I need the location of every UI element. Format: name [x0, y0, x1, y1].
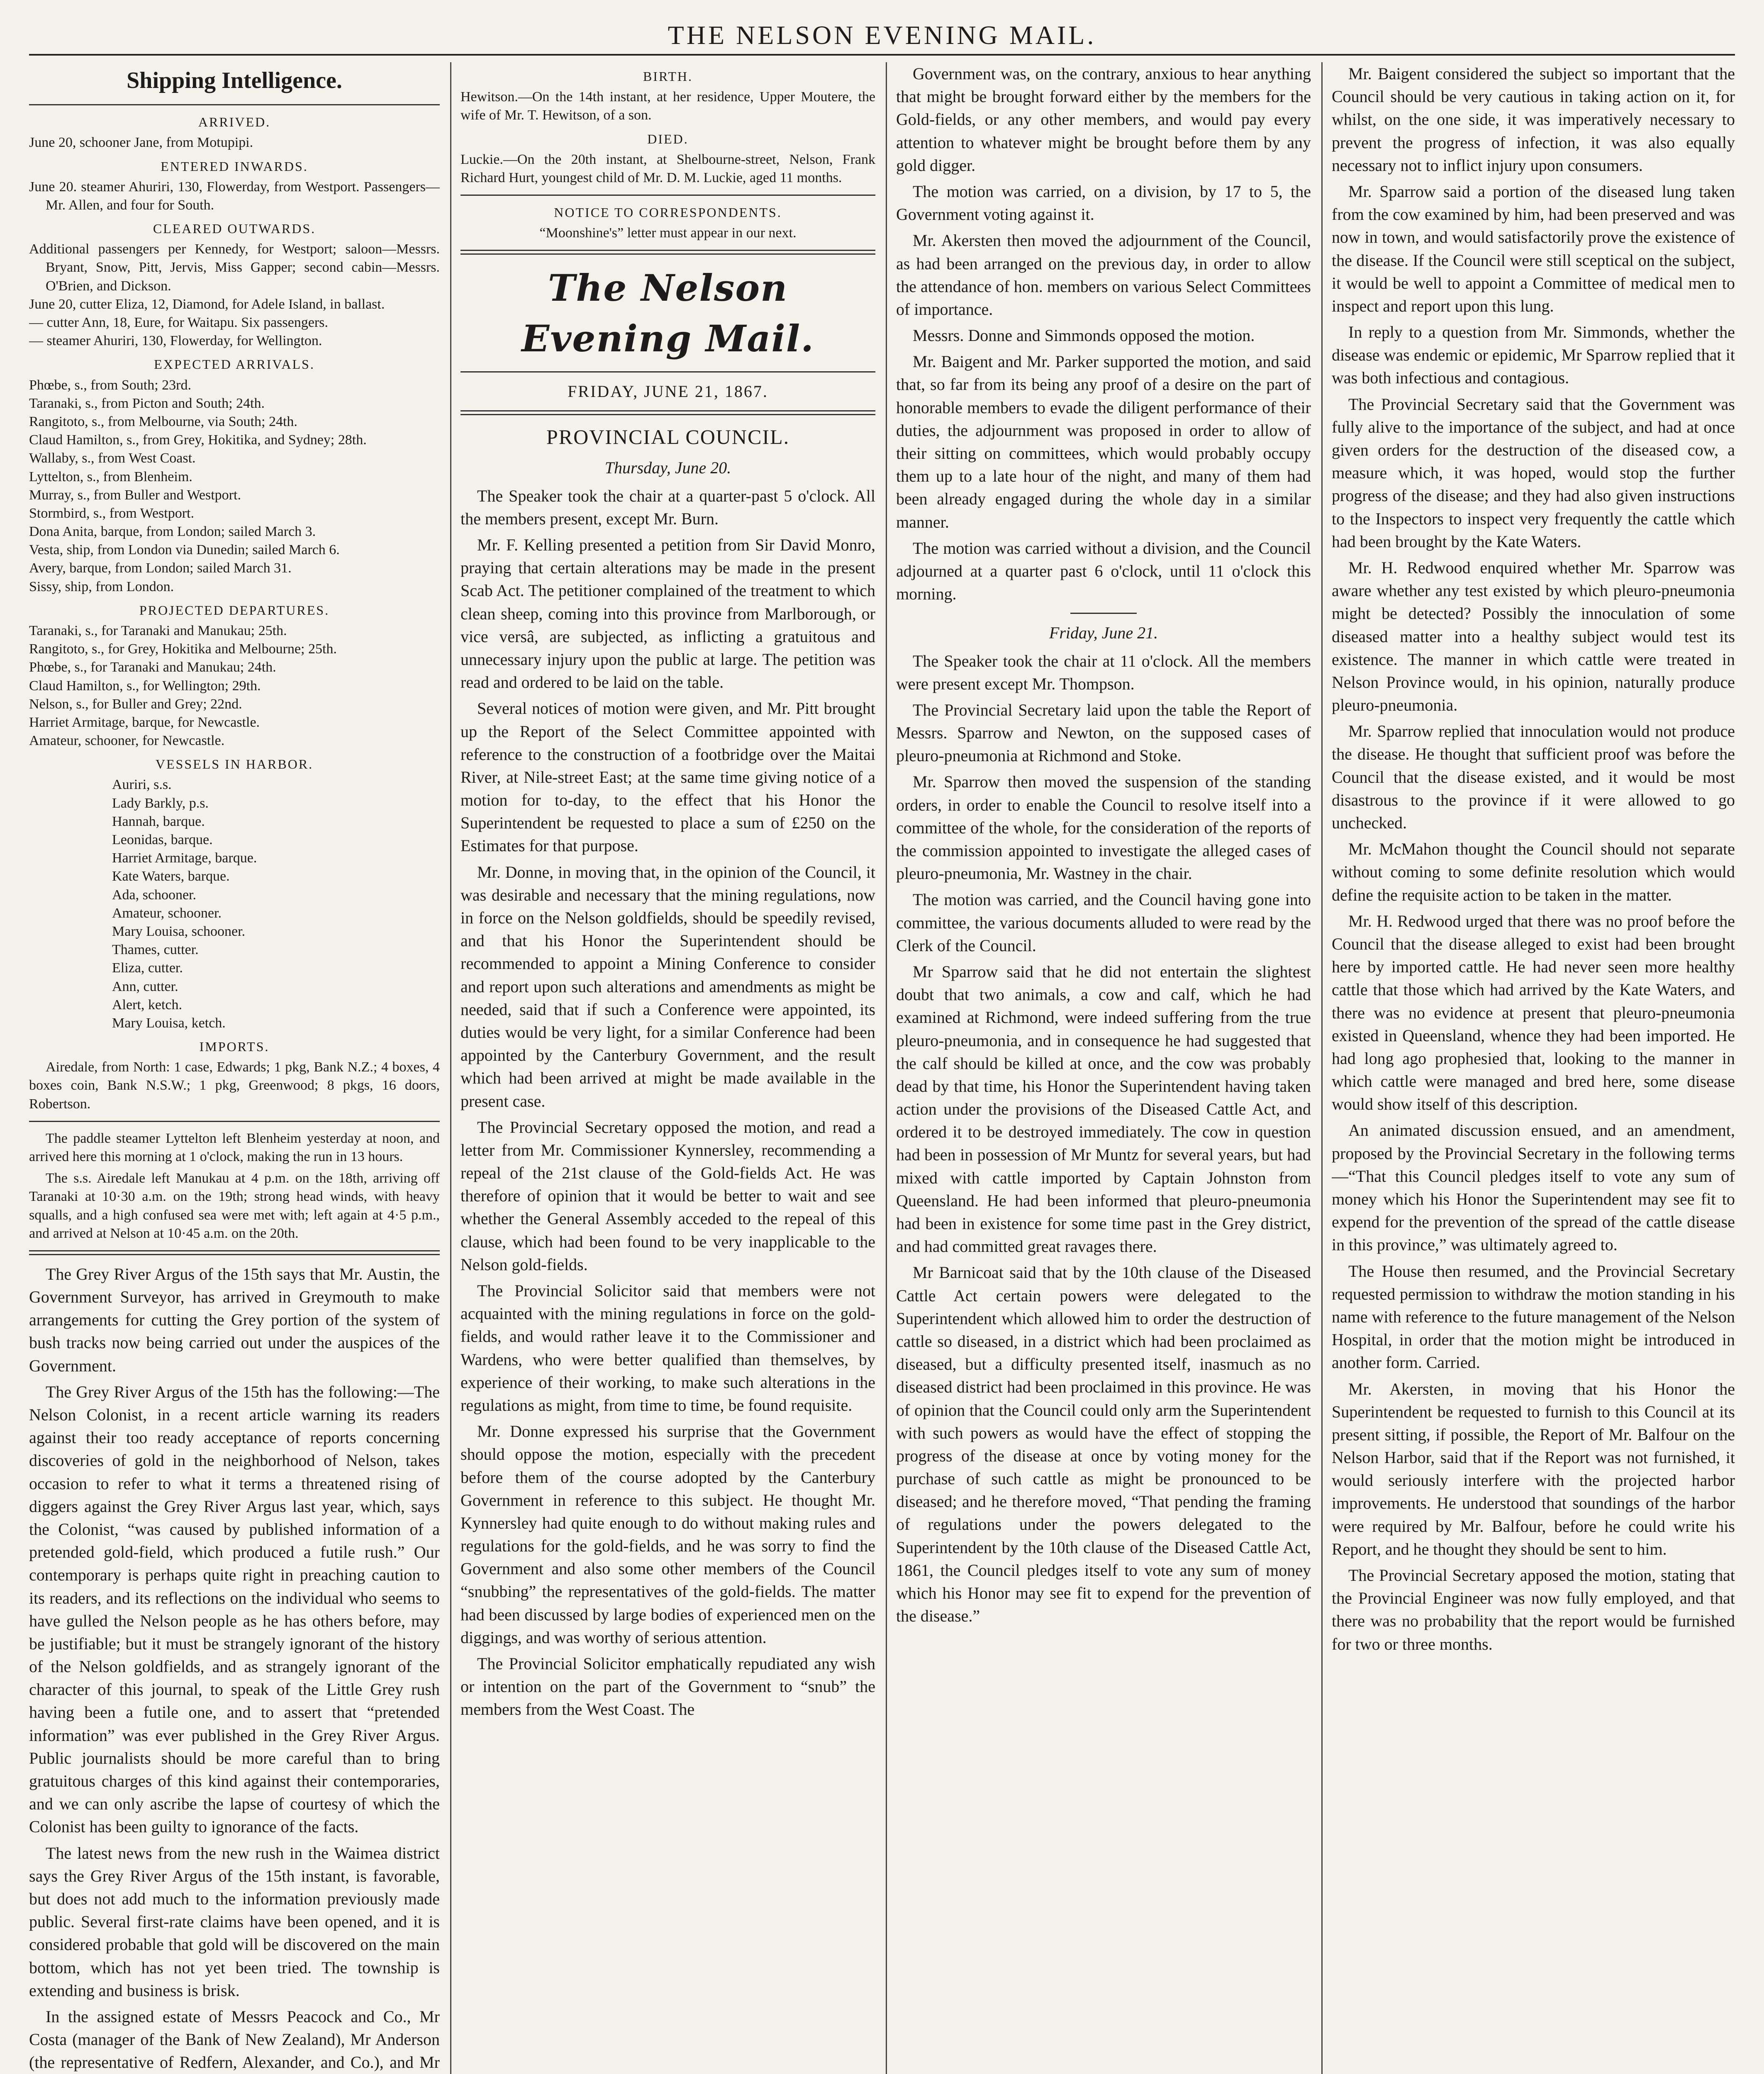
- text-item: The s.s. Airedale left Manukau at 4 p.m. on the 18th, arriving off Taranaki at 10·30 a.m. on the 19th; strong head winds, with heavy squalls, and a high confused sea were met with; left again at 4·5 p.m., and arrived at Nelson at 10·45 a.m. on the 20th.: [29, 1171, 440, 1241]
- text-item: An animated discussion ensued, and an amendment, proposed by the Provincial Secretary in the following terms—“That this Council pledges itself to vote any sum of money which his Honor the Superintendent may see fit to expend for the prevention of the spread of the cattle disease in this province,” was ultimately agreed to.: [1332, 1121, 1735, 1254]
- day-heading: Friday, June 21.: [1049, 623, 1158, 643]
- divider: [29, 1121, 440, 1122]
- divider: [460, 195, 875, 196]
- text-item: The Provincial Secretary opposed the motion, and read a letter from Mr. Commissioner Kynnersley, recommending a repeal of the 21st clause of the Gold-fields Act. He was therefore of opinion that it would be better to wait and see whether the General Assembly acceded to the repeal of this clause, which had been found to be very inapplicable to the Nelson gold-fields.: [460, 1117, 875, 1274]
- text-item: Amateur, schooner.: [112, 905, 222, 921]
- text-item: The Provincial Secretary laid upon the table the Report of Messrs. Sparrow and Newton, on the supposed cases of pleuro-pneumonia at Richmond and Stoke.: [896, 700, 1311, 765]
- text-item: — cutter Ann, 18, Eure, for Waitapu. Six passengers.: [29, 315, 328, 331]
- text-item: In the assigned estate of Messrs Peacock and Co., Mr Costa (manager of the Bank of New Zealand), Mr Anderson (the representative of Redfern, Alexander, and Co.), and Mr: [29, 2007, 440, 2072]
- text-item: In reply to a question from Mr. Simmonds, whether the disease was endemic or epidemic, Mr Sparrow replied that it was both infectious and contagious.: [1332, 323, 1735, 387]
- text-item: The Provincial Solicitor emphatically repudiated any wish or intention on the part of the Government to “snub” the members from the West Coast. The: [460, 1654, 875, 1719]
- birth-heading: BIRTH.: [643, 69, 693, 84]
- text-item: Amateur, schooner, for Newcastle.: [29, 733, 225, 749]
- text-item: June 20. steamer Ahuriri, 130, Flowerday, from Westport. Passengers—Mr. Allen, and four for South.: [29, 179, 440, 213]
- column-1: [29, 62, 440, 2074]
- text-item: Rangitoto, s., for Grey, Hokitika and Melbourne; 25th.: [29, 641, 337, 657]
- text-item: Mr. McMahon thought the Council should not separate without coming to some definite resolution which would define the requisite action to be taken in the matter.: [1332, 840, 1735, 904]
- text-item: Phœbe, s., for Taranaki and Manukau; 24th.: [29, 660, 276, 675]
- column-3-articles-a: [896, 62, 1311, 605]
- text-item: Hannah, barque.: [112, 813, 205, 829]
- text-item: Mr. Donne, in moving that, in the opinion of the Council, it was desirable and necessary that the mining regulations, now in force on the Nelson goldfields, should be speedily revised, and that his Honor the Superintendent should be recommended to appoint a Mining Conference to consider and report upon such alterations and amendments as might be needed, said that if such a Conference were appointed, its duties would be very light, for a similar Conference had been appointed by the Canterbury Government, and the result which had been arrived at might be made available in the present case.: [460, 862, 875, 1110]
- paper-title: The Nelson Evening Mail.: [521, 266, 814, 360]
- cleared-heading: CLEARED OUTWARDS.: [153, 221, 316, 236]
- text-item: June 20, schooner Jane, from Motupipi.: [29, 135, 253, 151]
- column-rule: [886, 62, 887, 2074]
- text-item: Mary Louisa, ketch.: [112, 1015, 226, 1031]
- text-item: Nelson, s., for Buller and Grey; 22nd.: [29, 696, 242, 712]
- text-item: Lady Barkly, p.s.: [112, 795, 209, 811]
- text-item: Alert, ketch.: [112, 997, 182, 1013]
- text-item: June 20, cutter Eliza, 12, Diamond, for Adele Island, in ballast.: [29, 296, 385, 312]
- column-1-articles: [29, 1263, 440, 2074]
- text-item: — steamer Ahuriri, 130, Flowerday, for Wellington.: [29, 333, 322, 349]
- text-item: The Provincial Secretary apposed the motion, stating that the Provincial Engineer was now fully employed, and that there was no probability that the report would be furnished for two or three months.: [1332, 1566, 1735, 1653]
- expected-heading: EXPECTED ARRIVALS.: [154, 357, 315, 372]
- divider: [1070, 613, 1137, 614]
- birth-notice: Hewitson.—On the 14th instant, at her residence, Upper Moutere, the wife of Mr. T. Hewitson, of a son.: [460, 89, 875, 123]
- text-item: Ada, schooner.: [112, 887, 197, 903]
- text-item: Messrs. Donne and Simmonds opposed the motion.: [913, 326, 1255, 345]
- died-heading: DIED.: [647, 131, 689, 146]
- text-item: Harriet Armitage, barque, for Newcastle.: [29, 714, 260, 730]
- text-item: Mr. Sparrow then moved the suspension of the standing orders, in order to enable the Council to resolve itself into a committee of the whole, for the consideration of the reports of the commission appointed to investigate the alleged cases of pleuro-pneumonia, Mr. Wastney in the chair.: [896, 772, 1311, 883]
- text-item: Government was, on the contrary, anxious to hear anything that might be brought forward either by the members for the Gold-fields, or any other members, and would pay every attention to whatever might be brought before them by any gold digger.: [896, 64, 1311, 175]
- text-item: Thames, cutter.: [112, 942, 199, 958]
- text-item: The Grey River Argus of the 15th says that Mr. Austin, the Government Surveyor, has arrived in Greymouth to make arrangements for cutting the Grey portion of the system of bush tracks now being carried out under the auspices of the Government.: [29, 1264, 440, 1375]
- column-2-articles: [460, 484, 875, 1721]
- text-item: Mr. Sparrow said a portion of the diseased lung taken from the cow examined by him, had been preserved and was now in town, and would satisfactorily prove the existence of the disease. If the Council were still sceptical on the subject, it would be well to appoint a Committee of medical men to inspect and report upon this lung.: [1332, 182, 1735, 315]
- text-item: Rangitoto, s., from Melbourne, via South; 24th.: [29, 414, 297, 429]
- newspaper-page: [29, 17, 1735, 2074]
- text-item: Murray, s., from Buller and Westport.: [29, 487, 241, 503]
- text-item: Avery, barque, from London; sailed March 31.: [29, 560, 292, 576]
- text-item: The Provincial Solicitor said that members were not acquainted with the mining regulations in force on the gold-fields, and would rather leave it to the Commissioner and Wardens, who were better qualified than themselves, by experience of their working, to make such alterations in the regulations as might, from time to time, be found requisite.: [460, 1281, 875, 1414]
- cleared-list: [29, 240, 440, 350]
- text-item: Stormbird, s., from Westport.: [29, 505, 195, 521]
- text-item: Mr. Baigent and Mr. Parker supported the motion, and said that, so far from its being any proof of a desire on the part of honorable members to evade the diligent performance of their duties, the adjournment was proposed in order to allow of their sitting on committees, which would probably occupy them up to a late hour of the night, and many of them had been already engaged during the whole day in a similar manner.: [896, 352, 1311, 531]
- notice-heading: NOTICE TO CORRESPONDENTS.: [554, 205, 782, 220]
- text-item: Mr Sparrow said that he did not entertain the slightest doubt that two animals, a cow and calf, which he had examined at Richmond, were indeed suffering from the true pleuro-pneumonia, and in consequence he had suggested that the calf should be killed at once, and the cow was probably dead by that time, his Honor the Superintendent having taken action under the provisions of the Diseased Cattle Act, and ordered it to be destroyed immediately. The cow in question had been in possession of Mr Muntz for several years, but had mixed with cattle imported by Captain Johnston from Queensland. He had been informed that pleuro-pneumonia had been in existence for some time past in the Grey district, and had committed great ravages there.: [896, 962, 1311, 1256]
- text-item: Mary Louisa, schooner.: [112, 923, 246, 939]
- dateline: FRIDAY, JUNE 21, 1867.: [568, 382, 768, 401]
- text-item: The House then resumed, and the Provincial Secretary requested permission to withdraw the motion standing in his name with reference to the future management of the Nelson Hospital, in order that the motion might be introduced in another form. Carried.: [1332, 1261, 1735, 1372]
- text-item: Mr Barnicoat said that by the 10th clause of the Diseased Cattle Act certain powers were delegated to the Superintendent which allowed him to order the destruction of cattle so diseased, in a district which had been proclaimed as diseased, but a difficulty presented itself, inasmuch as no diseased district had been proclaimed in this province. He was of opinion that the Council could only arm the Superintendent with such powers as would have the effect of stopping the progress of the disease at once by voting money for the purchase of such cattle as might be pronounced to be diseased; and he therefore moved, “That pending the framing of regulations under the powers delegated to the Superintendent by the 10th clause of the Diseased Cattle Act, 1861, the Council pledges itself to vote any sum of money which his Honor may see fit to expend for the prevention of the disease.”: [896, 1263, 1311, 1626]
- text-item: The motion was carried, and the Council having gone into committee, the various documents alluded to were read by the Clerk of the Council.: [896, 890, 1311, 955]
- text-item: Mr. F. Kelling presented a petition from Sir David Monro, praying that certain alterations may be made in the present Scab Act. The petitioner complained of the treatment to which clean sheep, coming into this province from Marlborough, or vice versâ, are subjected, as inflicting a gratuitous and unnecessary injury upon the public at large. The petition was read and ordered to be laid on the table.: [460, 536, 875, 692]
- projected-heading: PROJECTED DEPARTURES.: [139, 602, 330, 618]
- expected-list: [29, 376, 440, 596]
- column-4-articles: [1332, 62, 1735, 1655]
- text-item: Leonidas, barque.: [112, 832, 213, 848]
- text-item: Mr. Akersten, in moving that his Honor the Superintendent be requested to furnish to this Council at its present sitting, if possible, the Report of Mr. Balfour on the Nelson Harbor, said that if the Report was not furnished, it would seriously interfere with the projected harbor improvements. He understood that soundings of the harbor were required by Mr. Balfour, before he could write his Report, and he thought they should be sent to him.: [1332, 1379, 1735, 1558]
- text-item: Mr. H. Redwood enquired whether Mr. Sparrow was aware whether any test existed by which pleuro-pneumonia might be detected? Possibly the innoculation of some diseased matter into a healthy subject would test its existence. The manner in which cattle were treated in Nelson Province would, in his opinion, naturally produce pleuro-pneumonia.: [1332, 558, 1735, 715]
- column-rule: [450, 62, 451, 2074]
- day-heading: Thursday, June 20.: [604, 458, 731, 477]
- column-3-articles-b: [896, 650, 1311, 1628]
- text-item: Wallaby, s., from West Coast.: [29, 450, 196, 466]
- shipping-notes: [29, 1130, 440, 1243]
- entered-list: [29, 178, 440, 214]
- council-heading: PROVINCIAL COUNCIL.: [546, 425, 790, 449]
- columns: [29, 62, 1735, 2074]
- imports-heading: IMPORTS.: [199, 1039, 270, 1054]
- text-item: Harriet Armitage, barque.: [112, 850, 257, 866]
- text-item: Eliza, cutter.: [112, 960, 183, 976]
- text-item: The Speaker took the chair at a quarter-past 5 o'clock. All the members present, except Mr. Burn.: [460, 486, 875, 528]
- text-item: The paddle steamer Lyttelton left Blenheim yesterday at noon, and arrived here this morning at 1 o'clock, making the run in 13 hours.: [29, 1130, 440, 1164]
- text-item: Mr. Baigent considered the subject so important that the Council should be very cautious in taking action on it, for whilst, on the one side, it was imperatively necessary to prevent the progress of infection, it was also equally necessary not to inflict injury upon consumers.: [1332, 64, 1735, 175]
- text-item: Several notices of motion were given, and Mr. Pitt brought up the Report of the Select Committee appointed with reference to the construction of a footbridge over the Maitai River, at Nile-street East; at the same time giving notice of a motion for to-day, to the effect that his Honor the Superintendent be requested to place a sum of £250 on the Estimates for that purpose.: [460, 699, 875, 855]
- text-item: Mr. Donne expressed his surprise that the Government should oppose the motion, especially with the precedent before them of the course adopted by the Canterbury Government in reference to this subject. He thought Mr. Kynnersley had quite enough to do without making rules and regulations for the gold-fields, and he was sorry to find the Government and also some other members of the Council “snubbing” the representatives of the gold-fields. The matter had been discussed by large bodies of experienced men on the diggings, and was worthy of serious attention.: [460, 1422, 875, 1647]
- text-item: Vesta, ship, from London via Dunedin; sailed March 6.: [29, 542, 340, 558]
- text-item: Auriri, s.s.: [112, 777, 172, 793]
- text-item: Sissy, ship, from London.: [29, 579, 174, 594]
- text-item: Claud Hamilton, s., from Grey, Hokitika, and Sydney; 28th.: [29, 432, 367, 448]
- divider: [460, 410, 875, 415]
- text-item: Phœbe, s., from South; 23rd.: [29, 377, 191, 393]
- text-item: The motion was carried, on a division, by 17 to 5, the Government voting against it.: [896, 182, 1311, 224]
- column-3: [896, 62, 1311, 2074]
- masthead: THE NELSON EVENING MAIL.: [29, 17, 1735, 56]
- divider: [29, 1250, 440, 1255]
- text-item: Taranaki, s., for Taranaki and Manukau; 25th.: [29, 623, 287, 638]
- text-item: Mr. H. Redwood urged that there was no proof before the Council that the disease alleged to exist had been brought here by imported cattle. He had never seen more healthy cattle that those which had arrived by the Kate Waters, and there was no evidence at present that pleuro-pneumonia existed in Queensland, whence they had been imported. He had long ago prophesied that, looking to the manner in which cattle were managed and bred here, some disease would show itself of this description.: [1332, 911, 1735, 1114]
- column-4: [1332, 62, 1735, 2074]
- imports-text: Airedale, from North: 1 case, Edwards; 1 pkg, Bank N.Z.; 4 boxes, 4 boxes coin, Bank N.S.W.; 1 pkg, Greenwood; 8 pkgs, 16 doors, Robertson.: [29, 1059, 440, 1112]
- text-item: The motion was carried without a division, and the Council adjourned at a quarter past 6 o'clock, until 11 o'clock this morning.: [896, 538, 1311, 604]
- vessels-list: [29, 776, 440, 1032]
- text-item: Mr. Sparrow replied that innoculation would not produce the disease. He thought that sufficient proof was before the Council that the disease existed, and it would be most disastrous to the province if it were allowed to go unchecked.: [1332, 722, 1735, 832]
- column-2: [460, 62, 875, 2074]
- text-item: Dona Anita, barque, from London; sailed March 3.: [29, 524, 316, 540]
- arrived-heading: ARRIVED.: [198, 114, 271, 130]
- text-item: Mr. Akersten then moved the adjournment of the Council, as had been arranged on the previous day, in order to allow the attendance of hon. members on various Select Committees of importance.: [896, 231, 1311, 319]
- text-item: Kate Waters, barque.: [112, 869, 230, 884]
- death-notice: Luckie.—On the 20th instant, at Shelbourne-street, Nelson, Frank Richard Hurt, youngest child of Mr. D. M. Luckie, aged 11 months.: [460, 151, 875, 185]
- shipping-title: Shipping Intelligence.: [127, 68, 342, 93]
- text-item: Lyttelton, s., from Blenheim.: [29, 469, 192, 484]
- text-item: Additional passengers per Kennedy, for Westport; saloon—Messrs. Bryant, Snow, Pitt, Jervis, Miss Gapper; second cabin—Messrs. O'Brien, and Dickson.: [29, 241, 440, 294]
- text-item: Claud Hamilton, s., for Wellington; 29th.: [29, 678, 261, 694]
- text-item: The Speaker took the chair at 11 o'clock. All the members were present except Mr. Thompson.: [896, 651, 1311, 693]
- text-item: Taranaki, s., from Picton and South; 24th.: [29, 395, 265, 411]
- text-item: Ann, cutter.: [112, 979, 178, 994]
- divider: [460, 250, 875, 255]
- divider: [29, 104, 440, 105]
- entered-heading: ENTERED INWARDS.: [161, 158, 308, 174]
- vessels-heading: VESSELS IN HARBOR.: [155, 757, 314, 772]
- projected-list: [29, 622, 440, 750]
- arrived-list: [29, 134, 440, 152]
- divider: [460, 371, 875, 372]
- text-item: The Provincial Secretary said that the Government was fully alive to the importance of the subject, and had at once given orders for the destruction of the diseased cow, a measure which, it was hoped, would stop the further progress of the disease; and they had also given instructions to the Inspectors to inspect very frequently the cattle which had been brought by the Kate Waters.: [1332, 394, 1735, 551]
- text-item: The latest news from the new rush in the Waimea district says the Grey River Argus of the 15th instant, is favorable, but does not add much to the information previously made public. Several first-rate claims have been opened, and it is considered probable that gold will be discovered on the main bottom, which has not yet been tried. The township is extending and business is brisk.: [29, 1843, 440, 2000]
- column-rule: [1321, 62, 1323, 2074]
- text-item: The Grey River Argus of the 15th has the following:—The Nelson Colonist, in a recent article warning its readers against their too ready acceptance of reports concerning discoveries of gold in the neighborhood of Nelson, takes occasion to refer to what it terms a threatened rising of diggers against the Grey River Argus last year, which, says the Colonist, “was caused by published information of a pretended gold-field, which produced a futile rush.” Our contemporary is perhaps quite right in preaching caution to its readers, and its reflections on the individual who seems to have gulled the Nelson people as he has others before, may be justifiable; but it must be strangely ignorant of the history of the Nelson goldfields, and as strangely ignorant of the character of this journal, to speak of the Little Grey rush having been a futile one, and to assert that “pretended information” was ever published in the Grey River Argus. Public journalists should be more careful than to bring gratuitous charges of this kind against their contemporaries, and we can only ascribe the lapse of courtesy of which the Colonist has been guilty to ignorance of the facts.: [29, 1382, 440, 1836]
- notice-text: “Moonshine's” letter must appear in our next.: [539, 225, 797, 241]
